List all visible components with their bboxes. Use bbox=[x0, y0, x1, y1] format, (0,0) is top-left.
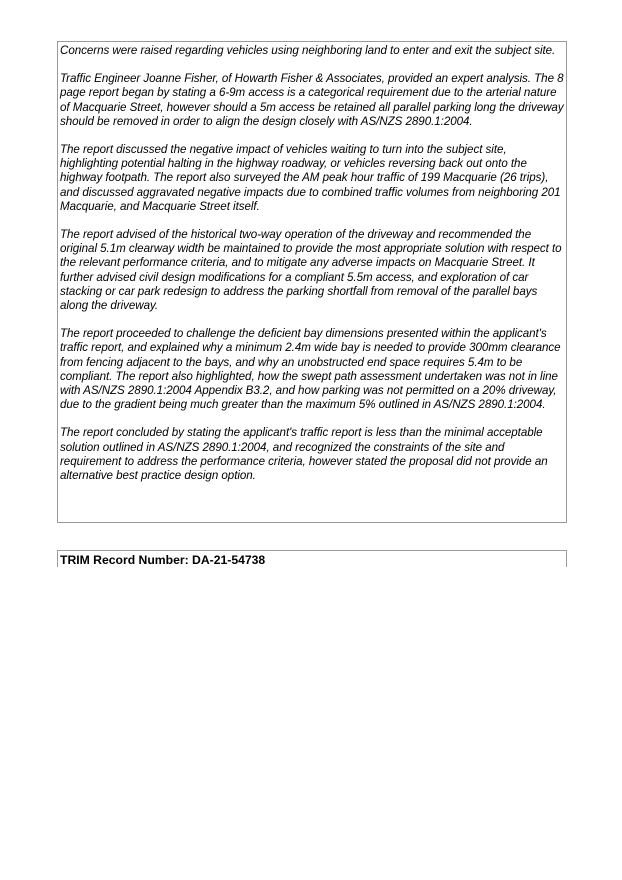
paragraph-conclusion: The report concluded by stating the applicant's traffic report is less than the minimal acceptable solution outlined in AS/NZS 2890.1:2004, and recognized the constraints of the site and requirement to address the performance criteria, however stated the proposal did not provide an alternative best practice design option. bbox=[60, 426, 548, 483]
trim-record-box bbox=[57, 550, 567, 567]
paragraph-negative-impact: The report discussed the negative impact of vehicles waiting to turn into the subject site, highlighting potential halting in the highway roadway, or vehicles reversing back out onto the highway footpath. The report also surveyed the AM peak hour traffic of 199 Macquarie (26 trips), and discussed aggravated negative impacts due to combined traffic volumes from neighboring 201 Macquarie, and Macquarie Street itself. bbox=[60, 143, 561, 213]
report-text-box bbox=[57, 41, 567, 523]
paragraph-neighboring-land: Concerns were raised regarding vehicles using neighboring land to enter and exit the subject site. bbox=[60, 44, 556, 57]
paragraph-driveway-history: The report advised of the historical two-way operation of the driveway and recommended the original 5.1m clearway width be maintained to provide the most appropriate solution with respect to the relevant performance criteria, and to mitigate any adverse impacts on Macquarie Street. It further advised civil design modifications for a compliant 5.5m access, and exploration of car stacking or car park redesign to address the parking shortfall from removal of the parallel bays along the driveway. bbox=[60, 228, 562, 313]
trim-record-number: TRIM Record Number: DA-21-54738 bbox=[60, 553, 266, 567]
paragraph-expert-analysis: Traffic Engineer Joanne Fisher, of Howarth Fisher & Associates, provided an expert analysis. The 8 page report began by stating a 6-9m access is a categorical requirement due to the arterial nature of Macquarie Street, however should a 5m access be retained all parallel parking long the driveway should be removed in order to align the design closely with AS/NZS 2890.1:2004. bbox=[60, 72, 564, 128]
paragraph-bay-dimensions: The report proceeded to challenge the deficient bay dimensions presented within the applicant's traffic report, and explained why a minimum 2.4m wide bay is needed to provide 300mm clearance from fencing adjacent to the bays, and why an unobstructed end space requires 5.4m to be compliant. The report also highlighted, how the swept path assessment undertaken was not in line with AS/NZS 2890.1:2004 Appendix B3.2, and how parking was not permitted on a 20% driveway, due to the gradient being much greater than the maximum 5% outlined in AS/NZS 2890.1:2004. bbox=[60, 327, 561, 412]
